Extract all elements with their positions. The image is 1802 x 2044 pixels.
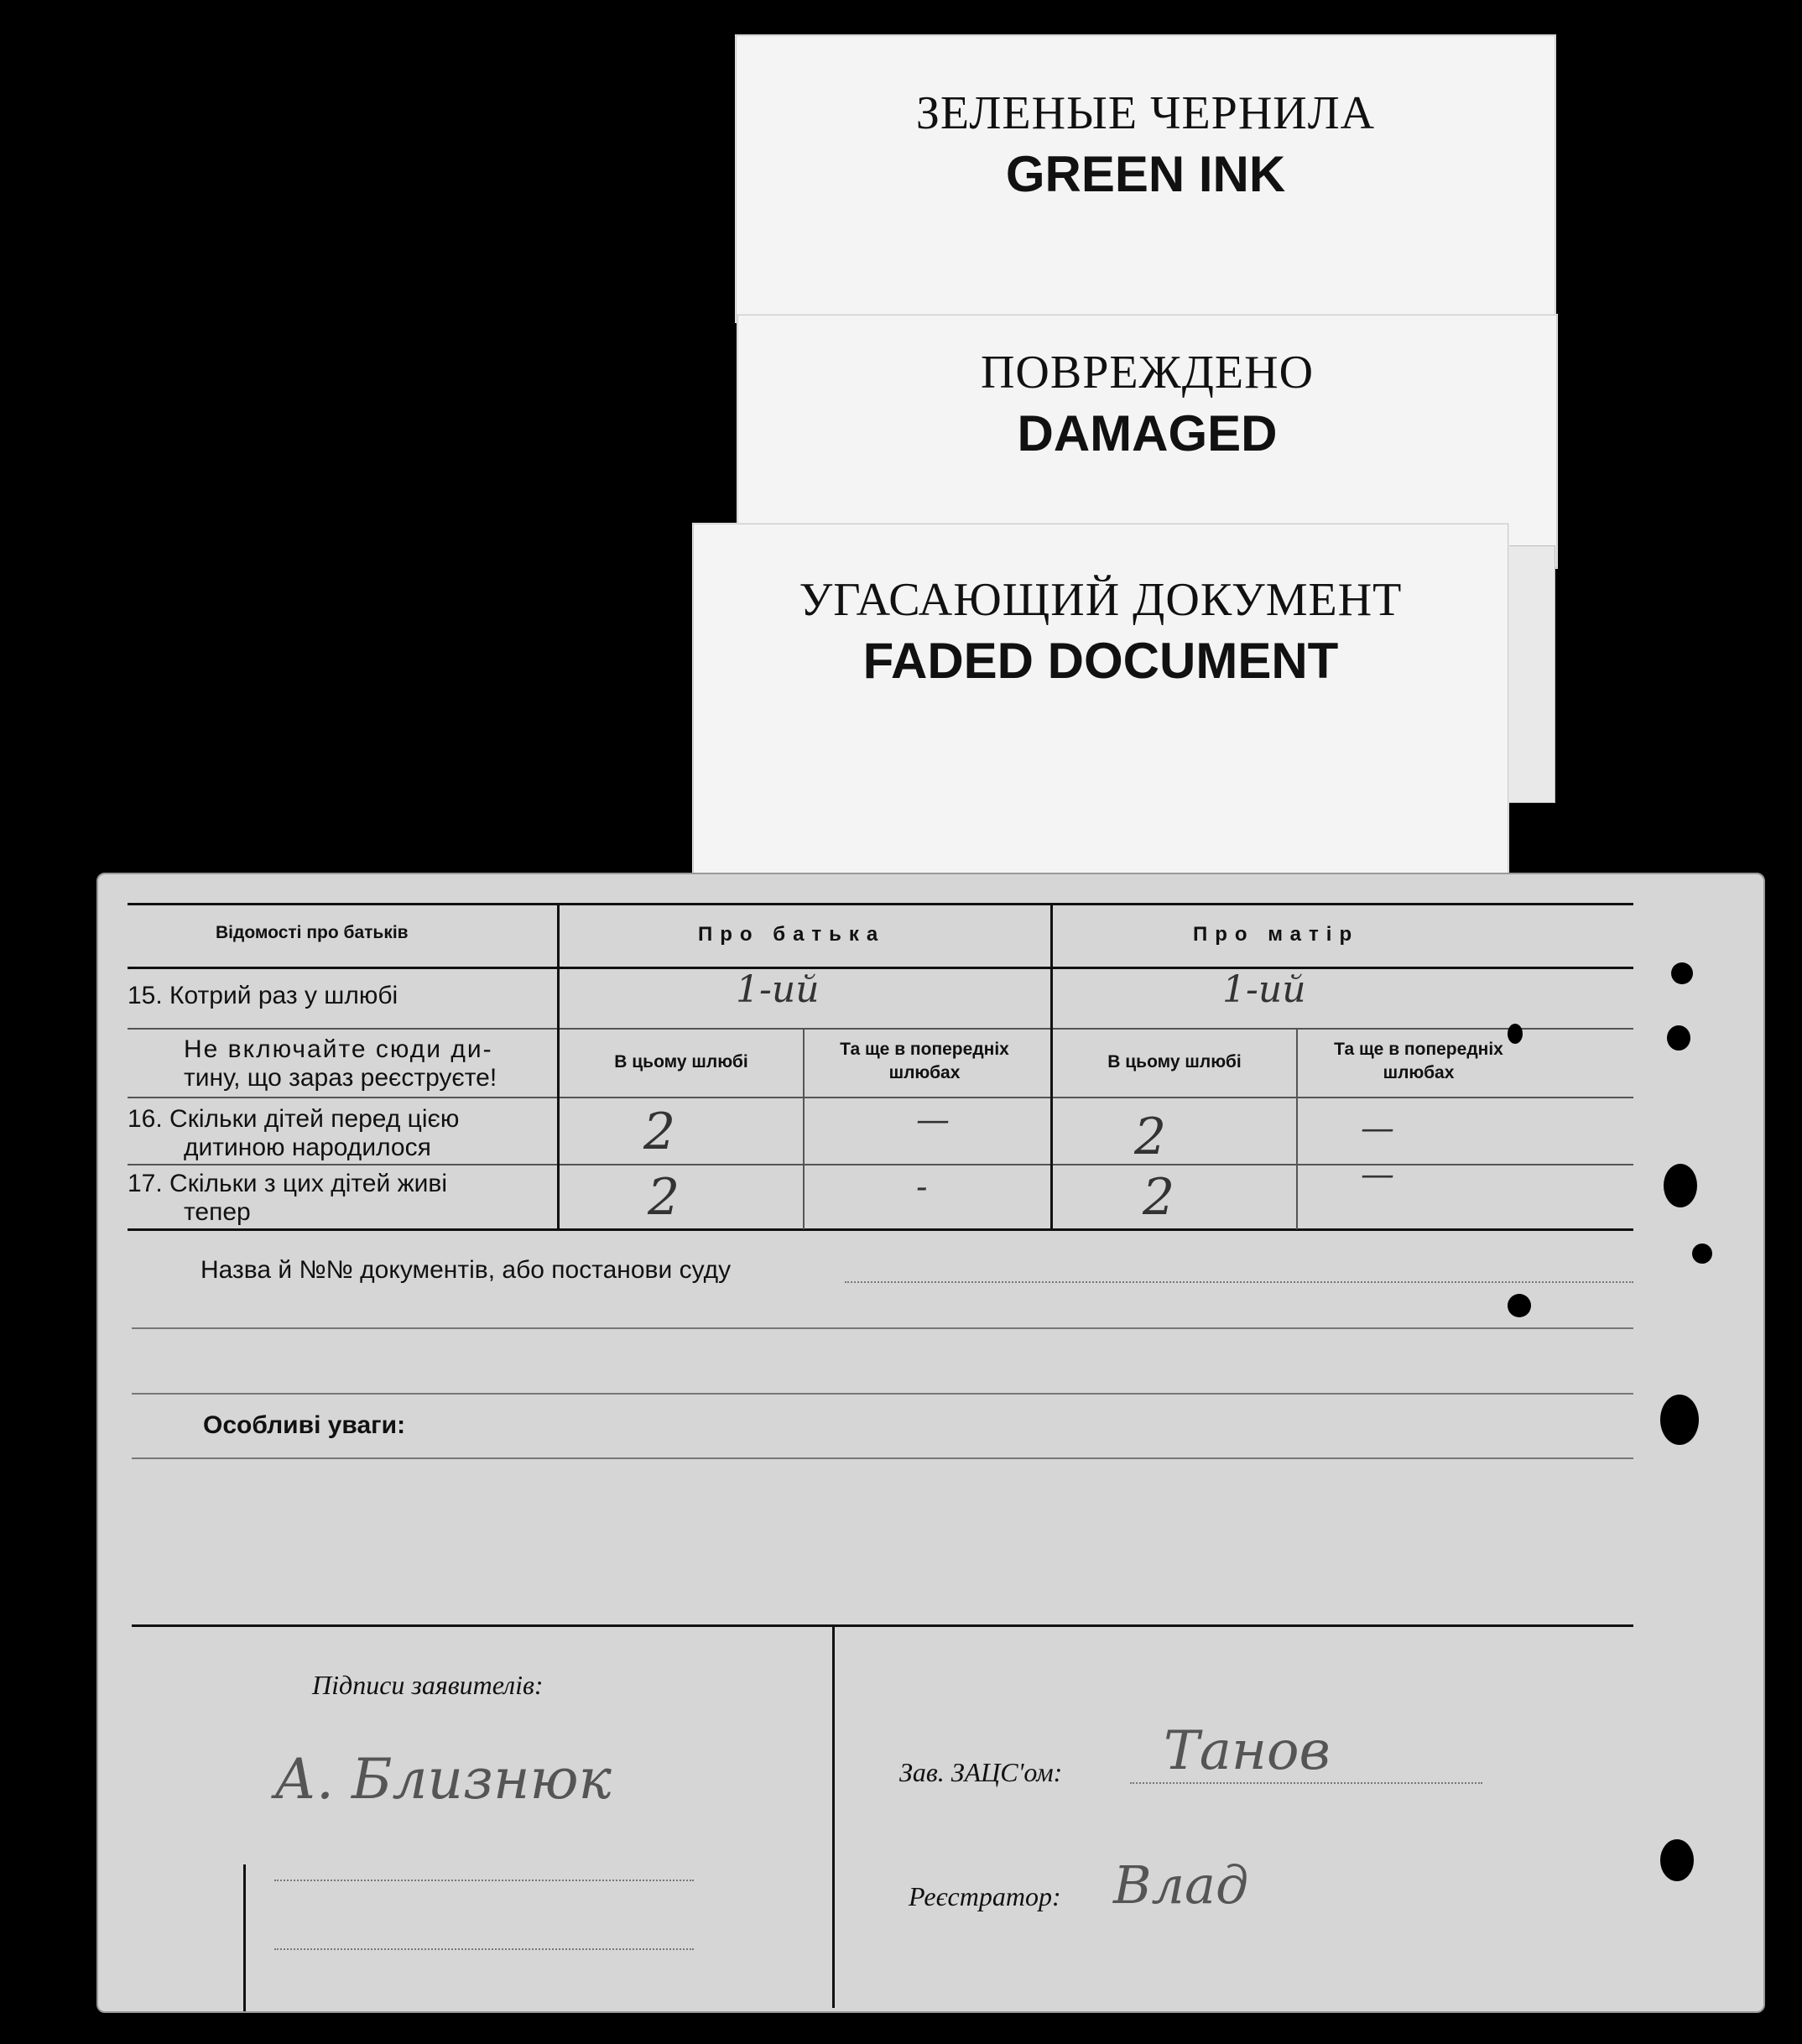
- label-card-edge: [1502, 545, 1555, 803]
- label-en: GREEN INK: [1005, 146, 1286, 202]
- row-divider: [128, 1164, 1633, 1165]
- signature-line: [274, 1948, 694, 1950]
- punch-hole: [1660, 1839, 1694, 1881]
- table-header-border: [128, 967, 1633, 969]
- row17-mother-this: 2: [1143, 1168, 1175, 1227]
- mother-this-marriage: В цьому шлюбі: [1107, 1052, 1242, 1072]
- applicant-signature: А. Близнюк: [274, 1747, 612, 1812]
- row16-mother-prev: —: [1361, 1109, 1394, 1148]
- col-divider: [803, 1030, 805, 1229]
- head-signature-line: [1130, 1782, 1482, 1784]
- applicants-label: Підписи заявителів:: [312, 1670, 544, 1700]
- punch-hole: [1671, 962, 1693, 984]
- punch-hole: [1692, 1244, 1712, 1264]
- row17-mother-prev: —: [1361, 1155, 1394, 1194]
- table-bottom-border: [128, 1228, 1633, 1231]
- punch-hole: [1508, 1294, 1531, 1317]
- registrar-label: Реєстратор:: [909, 1881, 1061, 1911]
- header-father: Про батька: [698, 923, 886, 946]
- father-this-marriage: В цьому шлюбі: [614, 1052, 748, 1072]
- signature-bracket: [243, 1864, 246, 2011]
- punch-hole: [1664, 1164, 1697, 1207]
- documents-line: [132, 1327, 1633, 1329]
- punch-hole: [1667, 1025, 1690, 1051]
- label-ru: УГАСАЮЩИЙ ДОКУМЕНТ: [799, 574, 1403, 626]
- header-mother: Про матір: [1193, 923, 1360, 946]
- label-ru: ПОВРЕЖДЕНО: [980, 347, 1315, 399]
- documents-line: [132, 1393, 1633, 1395]
- registrar-signature: Влад: [1113, 1854, 1249, 1916]
- label-en: FADED DOCUMENT: [862, 633, 1339, 689]
- signature-line: [274, 1880, 694, 1881]
- row17-father-this: 2: [648, 1168, 680, 1227]
- row15-mother-value: 1-ий: [1222, 968, 1306, 1011]
- label-ru: ЗЕЛЕНЫЕ ЧЕРНИЛА: [915, 87, 1376, 139]
- row-divider: [128, 1028, 1633, 1030]
- header-parents-info: Відомості про батьків: [216, 923, 409, 942]
- col-divider: [1296, 1030, 1298, 1229]
- row16-father-prev: —: [916, 1101, 950, 1139]
- col-divider: [1050, 903, 1053, 1230]
- row16-father-this: 2: [643, 1103, 676, 1161]
- row15-father-value: 1-ий: [736, 968, 820, 1011]
- col-divider: [557, 903, 560, 1230]
- head-signature: Танов: [1164, 1720, 1331, 1782]
- registration-form-card: [96, 873, 1765, 2013]
- row-divider: [128, 1097, 1633, 1098]
- row16-mother-this: 2: [1134, 1108, 1167, 1166]
- label-card-faded-document: [693, 524, 1508, 878]
- punch-hole: [1508, 1024, 1523, 1044]
- head-label: Зав. ЗАЦС'ом:: [899, 1757, 1063, 1787]
- note-line1: Не включайте сюди ди-: [184, 1035, 493, 1063]
- mother-previous-marriages: Та ще в попередніх шлюбах: [1334, 1040, 1503, 1082]
- punch-hole: [1660, 1395, 1699, 1445]
- signature-divider: [832, 1626, 835, 2008]
- documents-label: Назва й №№ документів, або постанови суду: [201, 1256, 732, 1284]
- documents-line: [845, 1281, 1633, 1283]
- signature-section-border: [132, 1624, 1633, 1627]
- label-card-green-ink: [736, 35, 1555, 322]
- row17-father-prev: -: [916, 1168, 928, 1207]
- label-en: DAMAGED: [1017, 405, 1278, 461]
- remarks-label: Особливі уваги:: [203, 1411, 406, 1439]
- table-top-border: [128, 903, 1633, 905]
- remarks-line: [132, 1457, 1633, 1459]
- row16-line2: дитиною народилося: [184, 1134, 431, 1161]
- note-line2: тину, що зараз реєструєте!: [184, 1064, 497, 1092]
- row17-line2: тепер: [184, 1198, 251, 1226]
- father-previous-marriages: Та ще в попередніх шлюбах: [840, 1040, 1009, 1082]
- row17-line1: 17. Скільки з цих дітей живі: [128, 1170, 447, 1197]
- row16-line1: 16. Скільки дітей перед цією: [128, 1105, 460, 1133]
- row15-label: 15. Котрий раз у шлюбі: [128, 982, 398, 1009]
